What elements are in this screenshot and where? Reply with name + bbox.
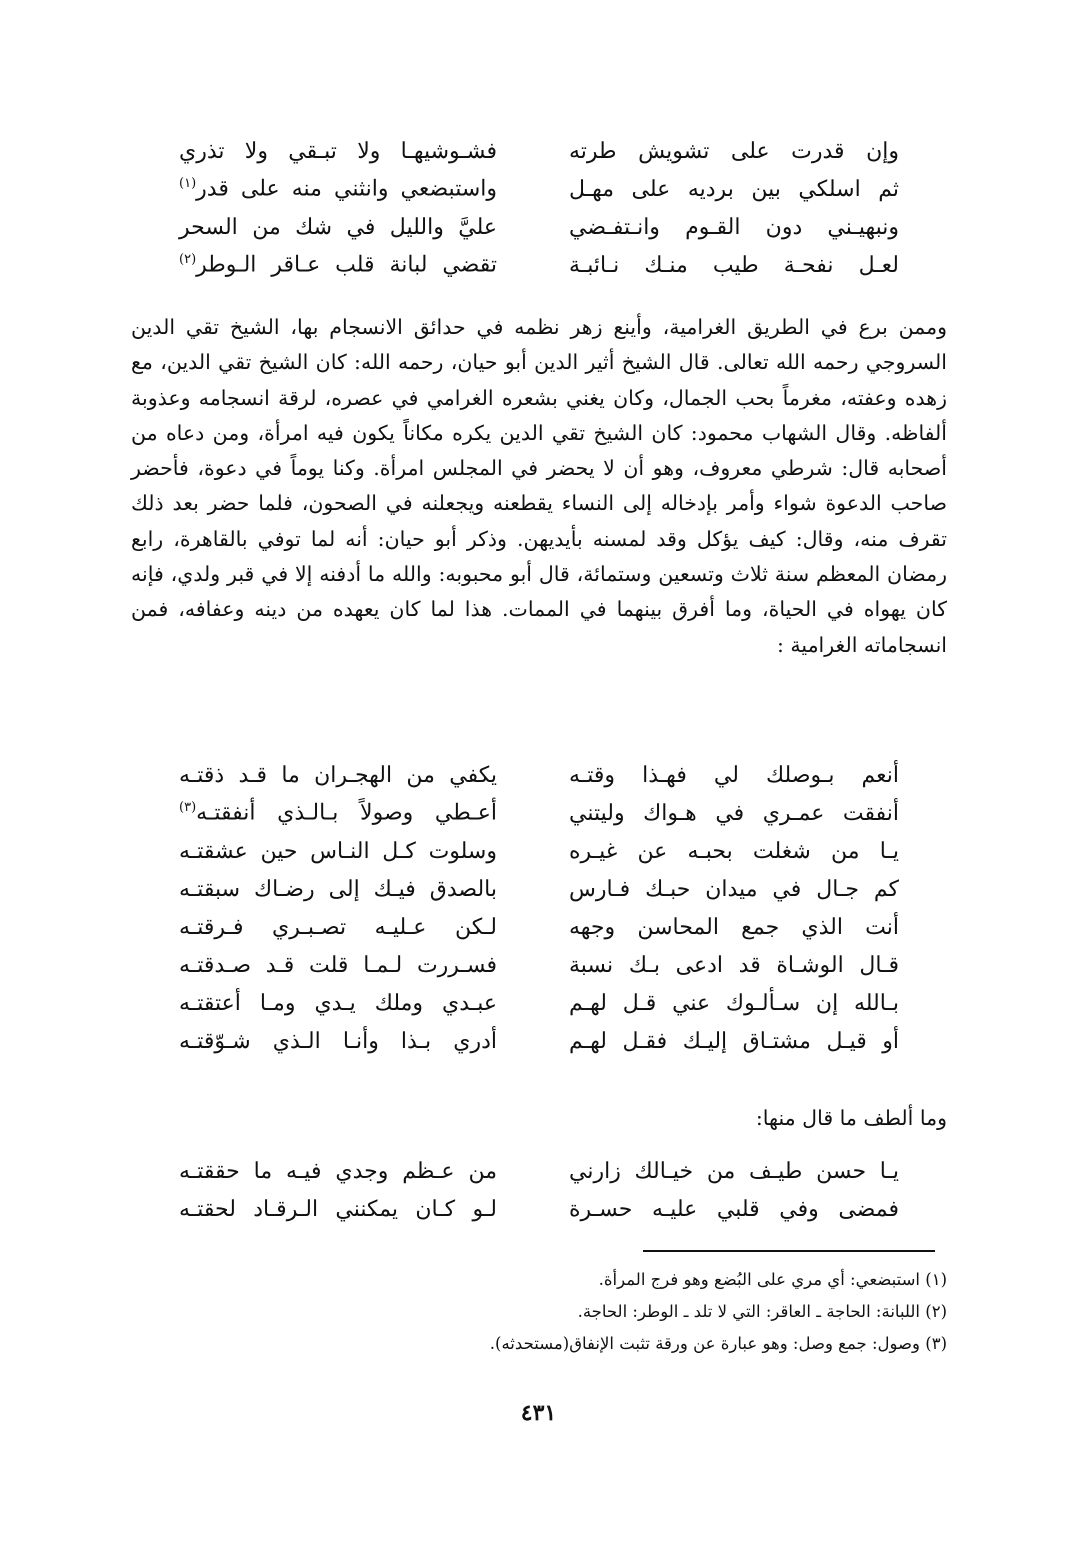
verse-first-hemistich: أنعم بـوصلك لي فهـذا وقتـه — [569, 762, 899, 788]
verse-line — [179, 1022, 899, 1060]
verse-second-hemistich — [179, 915, 497, 940]
verse-second-hemistich-text: عبـدي وملك يـدي ومـا أعتقتـه — [179, 990, 497, 1016]
verse-second-hemistich — [179, 839, 497, 864]
verse-second-hemistich — [179, 991, 497, 1016]
verse-second-hemistich-text: تقضي لبانة قلب عـاقر الـوطر — [196, 252, 497, 278]
verse-first-hemistich: أنفقت عمـري في هـواك وليتني — [569, 800, 899, 826]
verse-line — [179, 208, 899, 246]
verse-first-hemistich: أنت الذي جمع المحاسن وجهه — [569, 914, 899, 940]
poem-block-middle — [179, 756, 899, 1060]
poem-block-top — [179, 132, 899, 284]
verse-second-hemistich-text: واستبضعي وانثني منه على قدر — [196, 176, 497, 202]
verse-second-hemistich — [179, 953, 497, 978]
verse-line — [179, 1190, 899, 1228]
footnote-separator — [643, 1250, 935, 1252]
verse-first-hemistich: ونبهيـني دون القـوم وانـتفـضي — [569, 214, 899, 240]
verse-second-hemistich-text: لـو كـان يمكنني الـرقـاد لحقتـه — [179, 1196, 497, 1222]
verse-second-hemistich — [179, 215, 497, 240]
verse-second-hemistich — [179, 139, 497, 164]
verse-second-hemistich — [179, 176, 497, 201]
verse-second-hemistich-text: يكفي من الهجـران ما قـد ذقتـه — [179, 762, 497, 788]
verse-line — [179, 870, 899, 908]
verse-first-hemistich: لعـل نفحـة طيب منـك نـائبـة — [569, 252, 899, 278]
footnote-3: (٣) وصول: جمع وصل: وهو عبارة عن ورقة تثبت الإنفاق(مستحدثه). — [489, 1334, 947, 1353]
verse-line — [179, 832, 899, 870]
verse-second-hemistich-text: لـكن عـليـه تصـبـري فـرقتـه — [179, 914, 497, 940]
verse-second-hemistich-text: وسلوت كـل النـاس حين عشقتـه — [179, 838, 497, 864]
poem-block-bottom — [179, 1152, 899, 1228]
footnote-marker: (١) — [179, 176, 197, 192]
verse-line — [179, 946, 899, 984]
verse-line — [179, 756, 899, 794]
verse-line — [179, 908, 899, 946]
verse-second-hemistich-text: بالصدق فيـك إلى رضـاك سبقتـه — [179, 876, 497, 902]
verse-line — [179, 170, 899, 208]
verse-first-hemistich: بـالله إن سـألـوك عني قـل لهـم — [569, 990, 899, 1016]
verse-line — [179, 246, 899, 284]
verse-second-hemistich — [179, 1159, 497, 1184]
verse-first-hemistich: يـا من شغلت بحبـه عن غيـره — [569, 838, 899, 864]
verse-line — [179, 984, 899, 1022]
verse-first-hemistich: فمضى وفي قلبي عليـه حسـرة — [569, 1196, 899, 1222]
page-number: ٤٣١ — [520, 1400, 557, 1426]
verse-first-hemistich: ثم اسلكي بين برديه على مهـل — [569, 176, 899, 202]
verse-line — [179, 794, 899, 832]
verse-first-hemistich: أو قيـل مشتـاق إليـك فقـل لهـم — [569, 1028, 899, 1054]
footnote-1: (١) استبضعي: أي مري على البُضع وهو فرج المرأة. — [598, 1270, 947, 1289]
verse-second-hemistich-text: عليَّ والليل في شك من السحر — [179, 214, 497, 240]
verse-second-hemistich — [179, 252, 497, 277]
prose-paragraph: وممن برع في الطريق الغرامية، وأينع زهر نظمه في حدائق الانسجام بها، الشيخ تقي الدين السروجي رحمه الله تعالى. قال الشيخ أثير الدين أبو حيان، رحمه الله: كان الشيخ تقي الدين، مع زهده وعفته، مغرماً بحب الجمال، وكان يغني بشعره الغرامي في عصره، لرقة انسجامه وعذوبة ألفاظه. وقال الشهاب محمود: كان الشيخ تقي الدين يكره مكاناً يكون فيه امرأة، ومن دعاه من أصحابه قال: شرطي معروف، وهو أن لا يحضر في المجلس امرأة. وكنا يوماً في دعوة، فأحضر صاحب الدعوة شواء وأمر بإدخاله إلى النساء يقطعنه ويجعلنه في الصحون، فلما حضر بعد ذلك تقرف منه، وقال: كيف يؤكل وقد لمسنه بأيديهن. وذكر أبو حيان: أنه لما توفي بالقاهرة، رابع رمضان المعظم سنة ثلاث وتسعين وستمائة، قال أبو محبوبه: والله ما أدفنه إلا في قبر ولدي، فإنه كان يهواه في الحياة، وما أفرق بينهما في الممات. هذا لما كان يعهده من دينه وعفافه، فمن انسجاماته الغرامية : — [131, 315, 947, 657]
verse-second-hemistich — [179, 1029, 497, 1054]
verse-second-hemistich — [179, 763, 497, 788]
verse-second-hemistich-text: أعـطي وصولاً بـالـذي أنفقتـه — [196, 800, 497, 826]
footnote-marker: (٣) — [179, 800, 197, 816]
verse-second-hemistich — [179, 800, 497, 825]
verse-first-hemistich: يـا حسن طيـف من خيـالك زارني — [569, 1158, 899, 1184]
verse-second-hemistich-text: فسـررت لـمـا قلت قـد صـدقتـه — [179, 952, 497, 978]
verse-line — [179, 132, 899, 170]
verse-first-hemistich: كم جـال في ميدان حبـك فـارس — [569, 876, 899, 902]
verse-second-hemistich — [179, 877, 497, 902]
verse-first-hemistich: وإن قدرت على تشويش طرته — [569, 138, 899, 164]
verse-second-hemistich-text: من عـظم وجدي فيـه ما حققتـه — [179, 1158, 497, 1184]
poem-intro-line: وما ألطف ما قال منها: — [755, 1106, 947, 1130]
verse-second-hemistich-text: أدري بـذا وأنـا الـذي شـوّقتـه — [179, 1028, 497, 1054]
verse-second-hemistich — [179, 1197, 497, 1222]
footnotes — [147, 1264, 947, 1360]
verse-first-hemistich: قـال الوشـاة قد ادعى بـك نسبة — [569, 952, 899, 978]
verse-line — [179, 1152, 899, 1190]
verse-second-hemistich-text: فشـوشيهـا ولا تبـقي ولا تذري — [179, 138, 497, 164]
footnote-marker: (٢) — [179, 252, 197, 268]
footnote-2: (٢) اللبانة: الحاجة ـ العاقر: التي لا تلد ـ الوطر: الحاجة. — [577, 1302, 947, 1321]
